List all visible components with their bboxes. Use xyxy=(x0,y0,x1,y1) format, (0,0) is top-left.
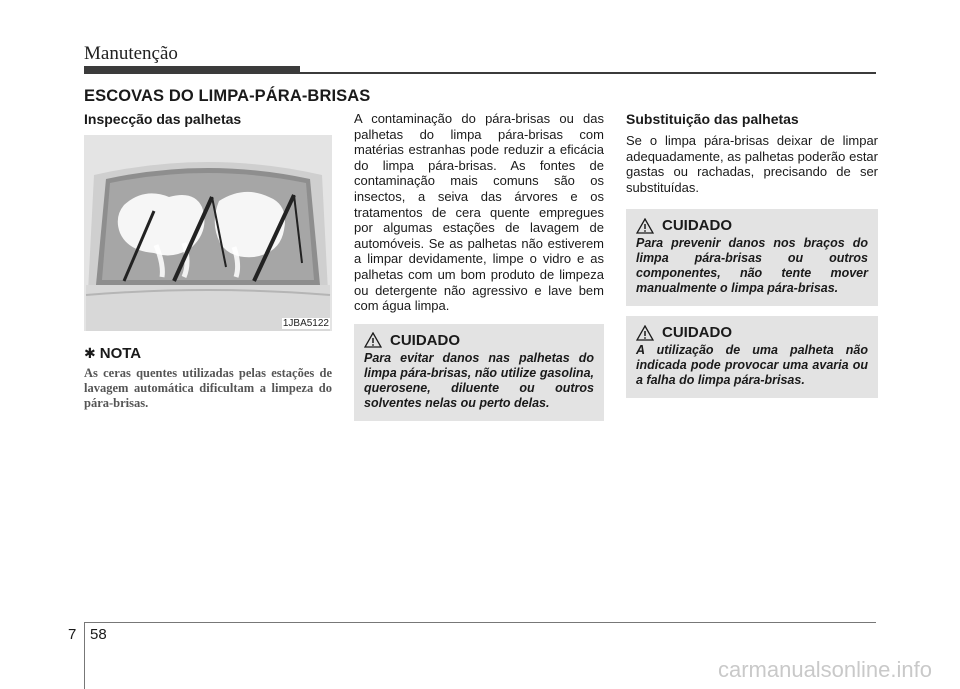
header-rule-thin xyxy=(300,72,876,74)
note-star-icon: ✱ xyxy=(84,345,96,361)
caution-heading xyxy=(636,217,868,234)
warning-triangle-icon xyxy=(364,332,382,348)
note-heading xyxy=(84,345,332,362)
warning-triangle-icon xyxy=(636,218,654,234)
caution-heading-label: CUIDADO xyxy=(662,217,732,235)
replacement-heading: Substituição das palhetas xyxy=(626,111,799,127)
footer-rule xyxy=(84,622,876,623)
column-3 xyxy=(626,111,878,398)
running-header: Manutenção xyxy=(84,43,178,64)
caution-heading-label: CUIDADO xyxy=(662,324,732,342)
caution-heading xyxy=(636,324,868,341)
watermark: carmanualsonline.info xyxy=(717,657,932,682)
note-heading-label: NOTA xyxy=(99,345,142,362)
windshield-figure xyxy=(84,135,332,331)
note-text: As ceras quentes utilizadas pelas estações de lavagem automática dificultam a limpeza do pára-brisas. xyxy=(84,366,332,410)
caution-text: Para prevenir danos nos braços do limpa pára-brisas ou outros componentes, não tente mover manualmente o limpa pára-brisas. xyxy=(636,236,868,296)
figure-label: 1JBA5122 xyxy=(282,318,329,329)
column-1 xyxy=(84,111,332,411)
contamination-paragraph: A contaminação do pára-brisas ou das palhetas do limpa pára-brisas com matérias estranhas pode reduzir a eficácia do limpa pára-brisas. As fontes de contaminação mais comuns são os insectos, a seiva das árvores e os tratamentos de cera quente empregues por algumas estações de lavagem de automóveis. Se as palhetas não estiverem a limpar devidamente, limpe o vidro e as palhetas com um bom produto de limpeza ou detergente não agressivo e lave bem com água limpa. xyxy=(354,111,604,314)
header-rule-thick xyxy=(84,66,300,74)
caution-text: A utilização de uma palheta não indicada pode provocar uma avaria ou a falha do limpa pára-brisas. xyxy=(636,343,868,388)
page-number: 58 xyxy=(90,626,107,643)
caution-heading-label: CUIDADO xyxy=(390,331,460,349)
replacement-paragraph: Se o limpa pára-brisas deixar de limpar adequadamente, as palhetas poderão estar gastas ou rachadas, precisando de ser substituídas. xyxy=(626,133,878,195)
inspection-heading: Inspecção das palhetas xyxy=(84,111,242,127)
windshield-illustration xyxy=(84,135,332,331)
chapter-number: 7 xyxy=(68,626,77,643)
column-2 xyxy=(354,111,604,421)
caution-box-solvents xyxy=(354,324,604,421)
warning-triangle-icon xyxy=(636,325,654,341)
caution-heading xyxy=(364,332,594,349)
caution-text: Para evitar danos nas palhetas do limpa pára-brisas, não utilize gasolina, querosene, diluente ou outros solventes nelas ou perto delas. xyxy=(364,350,594,410)
section-title: ESCOVAS DO LIMPA-PÁRA-BRISAS xyxy=(84,87,371,105)
caution-box-blade xyxy=(626,316,878,398)
caution-box-arms xyxy=(626,209,878,306)
